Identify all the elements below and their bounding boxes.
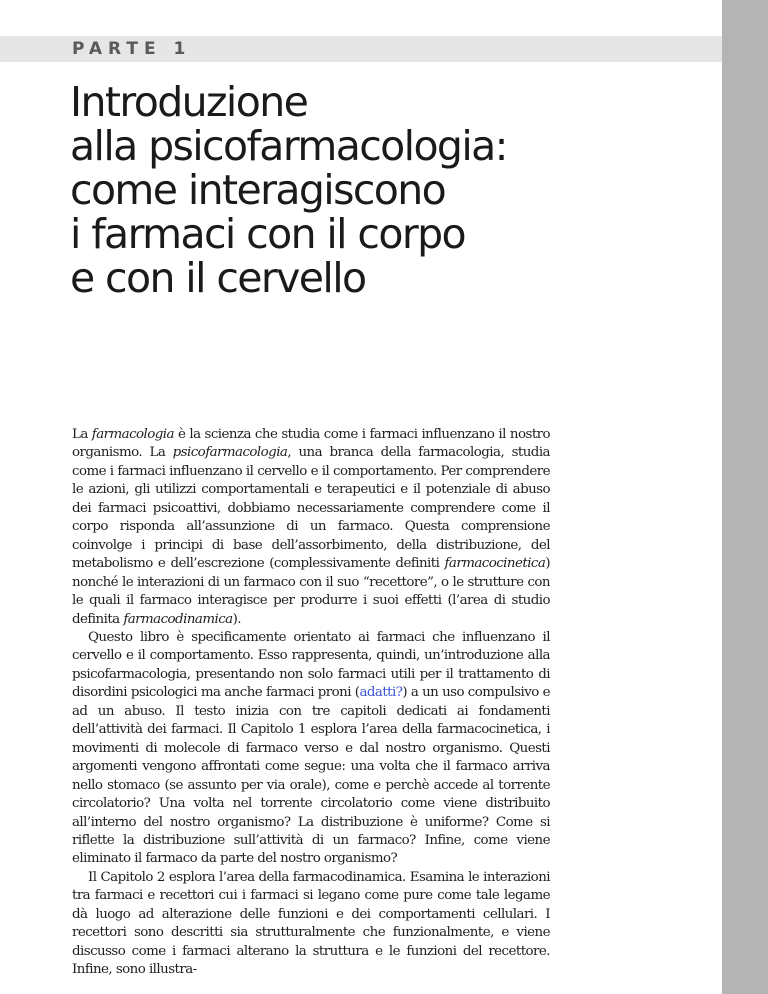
title-line: come interagiscono: [70, 166, 446, 214]
text-run: , una branca della farmacologia, studia come i farmaci influenzano il cervello e il comportamento. Per comprendere le azioni, gli utilizzi comportamentali e terapeutici e il potenziale di abuso dei farmaci psicoattivi, dobbiamo necessariamente comprendere come il corpo risponda all’assunzione di un farmaco. Questa comprensione coinvolge i principi di base dell’assorbimento, della distribuzione, del metabolismo e dell’escrezione (complessivamente definiti: [72, 445, 550, 572]
text-run: è la scienza che studia come i farmaci influenzano il nostro organismo. La: [72, 427, 551, 461]
text-run: Il Capitolo 2 esplora l’area della farmacodinamica. Esamina le interazioni tra farmaci e recettori cui i farmaci si legano come pure come tale legame dà luogo ad alterazione delle funzioni e dei comportamenti cellulari. I recettori sono descritti sia strutturalmente che funzionalmente, e viene discusso come i farmaci alterano la struttura e le funzioni del recettore. Infine, sono illustra-: [72, 869, 550, 978]
side-margin-band: [722, 0, 768, 994]
term-farmacocinetica: farmacocinetica: [444, 556, 546, 572]
text-run: ) nonché le interazioni di un farmaco con il suo “recettore”, o le strutture con le quali il farmaco interagisce per produrre i suoi effetti (l’area di studio definita: [72, 556, 550, 627]
part-label: PARTE 1: [72, 39, 192, 59]
term-farmacologia: farmacologia: [91, 427, 174, 442]
paragraph-3: [72, 869, 550, 980]
body-text: [72, 426, 550, 980]
title-line: e con il cervello: [70, 254, 366, 302]
text-run: La: [72, 427, 92, 442]
term-farmacodinamica: farmacodinamica: [123, 611, 233, 627]
title-line: i farmaci con il corpo: [70, 210, 465, 258]
text-run: ) a un uso compulsivo e ad un abuso. Il testo inizia con tre capitoli dedicati ai fondamenti dell’attività dei farmaci. Il Capitolo 1 esplora l’area della farmacocinetica, i movimenti di molecole di farmaco verso e dal nostro organismo. Questi argomenti vengono affrontati come segue: una volta che il farmaco arriva nello stomaco (se assunto per via orale), come e perchè accede al torrente circolatorio? Una volta nel torrente circolatorio come viene distribuito all’interno del nostro organismo? La distribuzione è uniforme? Come si riflette la distribuzione sull’attività di un farmaco? Infine, come viene eliminato il farmaco da parte del nostro organismo?: [72, 685, 551, 867]
chapter-title: [70, 80, 710, 300]
term-psicofarmacologia: psicofarmacologia: [172, 445, 288, 461]
title-line: alla psicofarmacologia:: [70, 122, 507, 170]
text-run: Questo libro è specificamente orientato ai farmaci che influenzano il cervello e il comportamento. Esso rappresenta, quindi, un’introduzione alla psicofarmacologia, presentando non solo farmaci utili per il trattamento di disordini psicologici ma anche farmaci proni (: [72, 629, 550, 701]
text-run: ).: [232, 611, 241, 627]
paragraph-1: [72, 426, 550, 629]
title-line: Introduzione: [70, 78, 308, 126]
adatti-link[interactable]: adatti?: [359, 685, 403, 701]
paragraph-2: [72, 629, 550, 869]
